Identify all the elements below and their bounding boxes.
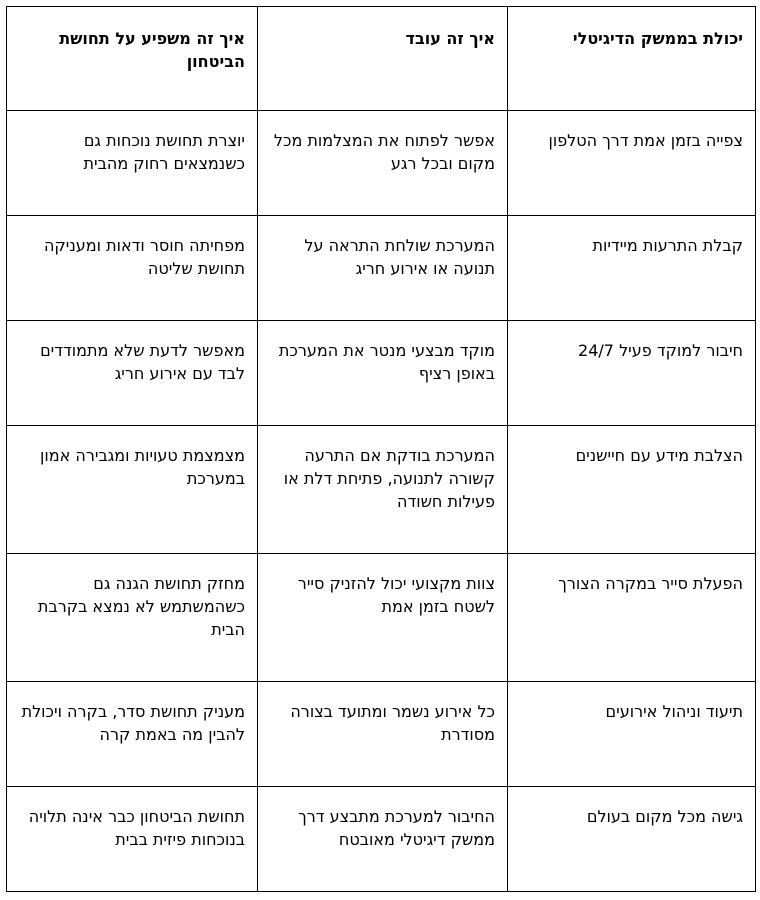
cell-how-it-works: החיבור למערכת מתבצע דרך ממשק דיגיטלי מאובטח xyxy=(258,787,508,892)
header-capability: יכולת בממשק הדיגיטלי xyxy=(508,7,756,111)
cell-how-it-works: המערכת שולחת התראה על תנועה או אירוע חריג xyxy=(258,216,508,321)
table-row xyxy=(7,682,756,787)
cell-security-impact: תחושת הביטחון כבר אינה תלויה בנוכחות פיזית בבית xyxy=(7,787,258,892)
cell-how-it-works: מוקד מבצעי מנטר את המערכת באופן רציף xyxy=(258,321,508,426)
header-how-it-works: איך זה עובד xyxy=(258,7,508,111)
cell-security-impact: יוצרת תחושת נוכחות גם כשנמצאים רחוק מהבית xyxy=(7,111,258,216)
cell-security-impact: מחזק תחושת הגנה גם כשהמשתמש לא נמצא בקרבת הבית xyxy=(7,554,258,682)
table-row xyxy=(7,216,756,321)
table-body xyxy=(7,111,756,892)
cell-how-it-works: המערכת בודקת אם התרעה קשורה לתנועה, פתיחת דלת או פעילות חשודה xyxy=(258,426,508,554)
cell-security-impact: מצמצמת טעויות ומגבירה אמון במערכת xyxy=(7,426,258,554)
cell-capability: צפייה בזמן אמת דרך הטלפון xyxy=(508,111,756,216)
cell-capability: חיבור למוקד פעיל 24/7 xyxy=(508,321,756,426)
table-row xyxy=(7,321,756,426)
cell-capability: קבלת התרעות מיידיות xyxy=(508,216,756,321)
capabilities-table xyxy=(6,6,756,892)
cell-how-it-works: צוות מקצועי יכול להזניק סייר לשטח בזמן אמת xyxy=(258,554,508,682)
cell-how-it-works: כל אירוע נשמר ומתועד בצורה מסודרת xyxy=(258,682,508,787)
table-row xyxy=(7,111,756,216)
cell-security-impact: מעניק תחושת סדר, בקרה ויכולת להבין מה באמת קרה xyxy=(7,682,258,787)
header-row xyxy=(7,7,756,111)
table-row xyxy=(7,554,756,682)
cell-capability: תיעוד וניהול אירועים xyxy=(508,682,756,787)
table-row xyxy=(7,426,756,554)
cell-capability: גישה מכל מקום בעולם xyxy=(508,787,756,892)
cell-capability: הפעלת סייר במקרה הצורך xyxy=(508,554,756,682)
cell-security-impact: מפחיתה חוסר ודאות ומעניקה תחושת שליטה xyxy=(7,216,258,321)
table-header xyxy=(7,7,756,111)
table-row xyxy=(7,787,756,892)
cell-capability: הצלבת מידע עם חיישנים xyxy=(508,426,756,554)
cell-how-it-works: אפשר לפתוח את המצלמות מכל מקום ובכל רגע xyxy=(258,111,508,216)
header-security-impact: איך זה משפיע על תחושת הביטחון xyxy=(7,7,258,111)
cell-security-impact: מאפשר לדעת שלא מתמודדים לבד עם אירוע חריג xyxy=(7,321,258,426)
